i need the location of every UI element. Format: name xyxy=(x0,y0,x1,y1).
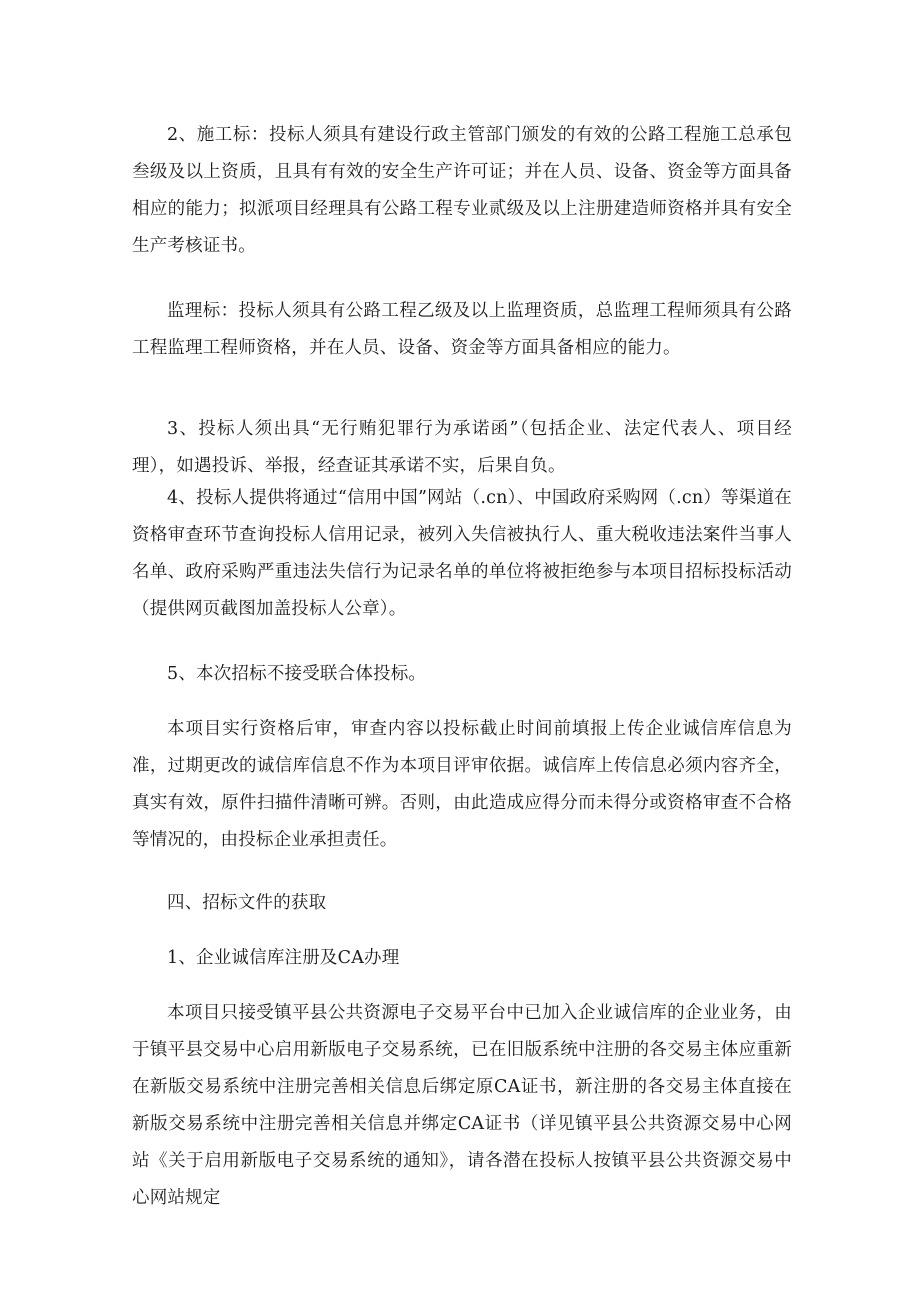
paragraph-construction-bid: 2、施工标：投标人须具有建设行政主管部门颁发的有效的公路工程施工总承包叁级及以上资质，且具有有效的安全生产许可证；并在人员、设备、资金等方面具备相应的能力；拟派项目经理具有公路工程专业贰级及以上注册建造师资格并具有安全生产考核证书。 xyxy=(132,125,792,256)
paragraph-qualification-review: 本项目实行资格后审，审查内容以投标截止时间前填报上传企业诚信库信息为准，过期更改的诚信库信息不作为本项目评审依据。诚信库上传信息必须内容齐全，真实有效，原件扫描件清晰可辨。否则，由此造成应得分而未得分或资格审查不合格等情况的，由投标企业承担责任。 xyxy=(132,719,792,850)
paragraph-no-bribery-pledge: 3、投标人须出具“无行贿犯罪行为承诺函”（包括企业、法定代表人、项目经理），如遇投诉、举报，经查证其承诺不实，后果自负。 xyxy=(132,419,792,476)
subheading-integrity-registration: 1、企业诚信库注册及CA办理 xyxy=(167,948,400,968)
paragraph-registration-details: 本项目只接受镇平县公共资源电子交易平台中已加入企业诚信库的企业业务，由于镇平县交易中心启用新版电子交易系统，已在旧版系统中注册的各交易主体应重新在新版交易系统中注册完善相关信息后绑定原CA证书，新注册的各交易主体直接在新版交易系统中注册完善相关信息并绑定CA证书（详见镇平县公共资源交易中心网站《关于启用新版电子交易系统的通知》，请各潜在投标人按镇平县公共资源交易中心网站规定 xyxy=(132,1003,792,1208)
paragraph-no-consortium: 5、本次招标不接受联合体投标。 xyxy=(167,664,427,684)
section-heading-tender-documents: 四、招标文件的获取 xyxy=(167,893,327,913)
paragraph-supervision-bid: 监理标：投标人须具有公路工程乙级及以上监理资质，总监理工程师须具有公路工程监理工程师资格，并在人员、设备、资金等方面具备相应的能力。 xyxy=(132,301,792,358)
paragraph-credit-check: 4、投标人提供将通过“信用中国”网站（.cn）、中国政府采购网（.cn）等渠道在资格审查环节查询投标人信用记录，被列入失信被执行人、重大税收违法案件当事人名单、政府采购严重违法失信行为记录名单的单位将被拒绝参与本项目招标投标活动（提供网页截图加盖投标人公章）。 xyxy=(132,488,792,619)
